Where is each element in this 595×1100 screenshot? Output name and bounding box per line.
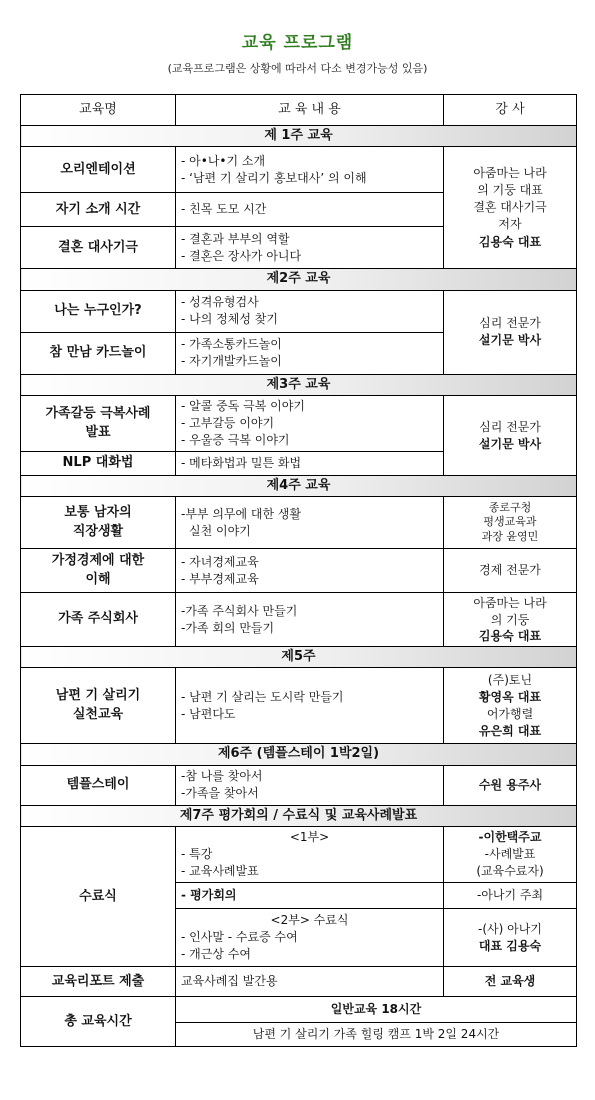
course-name: NLP 대화법 xyxy=(21,452,176,475)
content-line: - 알콜 중독 극복 이야기 xyxy=(181,399,305,414)
week-1-label: 제 1주 교육 xyxy=(21,126,577,147)
lecturer-line: (주)토닌 xyxy=(487,673,533,688)
lecturer-name: 설기문 박사 xyxy=(478,436,542,451)
content-line: - 고부갈등 이야기 xyxy=(181,416,275,431)
course-lecturer xyxy=(444,909,577,967)
course-content: - 평가회의 xyxy=(176,883,444,909)
course-content xyxy=(176,147,444,193)
content-line: -가족을 찾아서 xyxy=(181,786,259,801)
program-table xyxy=(20,94,577,1047)
content-line: -가족 주식회사 만들기 xyxy=(181,603,298,618)
name-line: 발표 xyxy=(85,424,111,440)
course-content xyxy=(176,593,444,647)
name-line: 이해 xyxy=(85,571,111,587)
content-line: - 아•나•기 소개 xyxy=(181,153,266,168)
course-content xyxy=(176,909,444,967)
course-lecturer: 전 교육생 xyxy=(444,967,577,997)
lecturer-line: 종로구청 xyxy=(488,500,532,514)
content-line: - 성격유형검사 xyxy=(181,295,259,310)
course-lecturer: 수원 용주사 xyxy=(444,765,577,805)
course-lecturer xyxy=(444,396,577,476)
lecturer-line: -사례발표 xyxy=(484,847,536,862)
course-lecturer xyxy=(444,593,577,647)
lecturer-name: 설기문 박사 xyxy=(478,333,542,348)
lecturer-line: 결혼 대사기극 xyxy=(473,200,547,215)
week-2-header xyxy=(21,269,577,290)
lecturer-name: 김용숙 대표 xyxy=(478,234,542,249)
course-name: 참 만남 카드놀이 xyxy=(21,332,176,374)
week-5-header xyxy=(21,646,577,667)
course-lecturer xyxy=(444,290,577,374)
table-row xyxy=(21,967,577,997)
lecturer-line: -(사) 아나기 xyxy=(478,921,542,936)
content-line: - 남편 기 살리는 도시락 만들기 xyxy=(181,689,344,704)
course-content xyxy=(176,396,444,452)
page-title: 교육 프로그램 xyxy=(241,33,354,53)
name-line: 실천교육 xyxy=(72,706,124,722)
lecturer-line: 아줌마는 나라 xyxy=(473,596,547,611)
name-line: 가정경제에 대한 xyxy=(51,553,145,569)
lecturer-name: 김용숙 대표 xyxy=(478,628,542,643)
content-line: - 결혼은 장사가 아니다 xyxy=(181,248,302,263)
content-line: - 가족소통카드놀이 xyxy=(181,337,282,352)
course-content xyxy=(176,332,444,374)
week-7-header xyxy=(21,805,577,826)
name-line: 가족갈등 극복사례 xyxy=(45,406,151,422)
course-lecturer xyxy=(444,147,577,269)
content-line: -부부 의무에 대한 생활 xyxy=(181,506,302,521)
content-line: 실천 이야기 xyxy=(189,523,251,538)
lecturer-name: 황영옥 대표 xyxy=(478,690,542,705)
table-row xyxy=(21,290,577,332)
week-7-label: 제7주 평가회의 / 수료식 및 교육사례발표 xyxy=(21,805,577,826)
week-1-header xyxy=(21,126,577,147)
lecturer-line: 심리 전문가 xyxy=(479,419,541,434)
lecturer-name: 유은희 대표 xyxy=(478,723,542,738)
content-line: - 개근상 수여 xyxy=(181,947,251,962)
table-row xyxy=(21,593,577,647)
header-lecturer: 강 사 xyxy=(444,95,577,126)
content-line: -참 나를 찾아서 xyxy=(181,769,263,784)
table-row xyxy=(21,765,577,805)
content-line: - 부부경제교육 xyxy=(181,571,259,586)
lecturer-line: 평생교육과 xyxy=(483,515,537,529)
content-line: - 자기개발카드놀이 xyxy=(181,354,282,369)
course-content xyxy=(176,668,444,744)
course-name: 교육리포트 제출 xyxy=(21,967,176,997)
lecturer-line: 어가행렬 xyxy=(486,706,534,721)
week-6-label: 제6주 (템플스테이 1박2일) xyxy=(21,744,577,765)
lecturer-line: 심리 전문가 xyxy=(479,316,541,331)
course-lecturer xyxy=(444,827,577,883)
course-content: 교육사례집 발간용 xyxy=(176,967,444,997)
course-lecturer: 경제 전문가 xyxy=(444,549,577,593)
total-hours-label: 총 교육시간 xyxy=(21,997,176,1047)
course-name xyxy=(21,396,176,452)
course-name: 가족 주식회사 xyxy=(21,593,176,647)
course-name: 템플스테이 xyxy=(21,765,176,805)
content-line: - 교육사례발표 xyxy=(181,864,259,879)
table-row xyxy=(21,147,577,193)
lecturer-name: -이한택주교 xyxy=(478,830,542,845)
content-line: - 특강 xyxy=(181,847,213,862)
course-name: 나는 누구인가? xyxy=(21,290,176,332)
lecturer-line: 아줌마는 나라 xyxy=(473,166,547,181)
name-line: 남편 기 살리기 xyxy=(55,688,141,704)
course-content xyxy=(176,290,444,332)
table-row xyxy=(21,497,577,549)
course-content xyxy=(176,497,444,549)
week-6-header xyxy=(21,744,577,765)
content-line: <2부> 수료식 xyxy=(270,913,349,928)
week-5-label: 제5주 xyxy=(21,646,577,667)
week-3-header xyxy=(21,374,577,395)
page-subtitle: (교육프로그램은 상황에 따라서 다소 변경가능성 있음) xyxy=(167,62,428,75)
week-2-label: 제2주 교육 xyxy=(21,269,577,290)
lecturer-line: 의 기둥 대표 xyxy=(477,183,543,198)
total-hours-general: 일반교육 18시간 xyxy=(176,997,577,1023)
course-name: 수료식 xyxy=(21,827,176,967)
course-content xyxy=(176,827,444,883)
course-content: - 친목 도모 시간 xyxy=(176,193,444,227)
course-content xyxy=(176,227,444,269)
content-line: - 인사말 - 수료증 수여 xyxy=(181,930,298,945)
content-line: - 결혼과 부부의 역할 xyxy=(181,231,290,246)
lecturer-line: (교육수료자) xyxy=(476,864,544,879)
table-row xyxy=(21,396,577,452)
content-line: <1부> xyxy=(289,830,330,845)
total-hours-camp: 남편 기 살리기 가족 힐링 캠프 1박 2일 24시간 xyxy=(176,1023,577,1047)
course-lecturer xyxy=(444,668,577,744)
table-row xyxy=(21,668,577,744)
course-lecturer: -아나기 주최 xyxy=(444,883,577,909)
course-name: 결혼 대사기극 xyxy=(21,227,176,269)
course-name: 자기 소개 시간 xyxy=(21,193,176,227)
header-content: 교 육 내 용 xyxy=(176,95,444,126)
course-name xyxy=(21,497,176,549)
content-line: - 남편다도 xyxy=(181,706,236,721)
content-line: - ‘남편 기 살리기 홍보대사’ 의 이해 xyxy=(181,170,367,185)
course-name xyxy=(21,549,176,593)
course-content xyxy=(176,549,444,593)
week-4-header xyxy=(21,475,577,496)
course-name: 오리엔테이션 xyxy=(21,147,176,193)
course-name xyxy=(21,668,176,744)
lecturer-line: 저자 xyxy=(498,217,522,232)
lecturer-name: 대표 김용숙 xyxy=(478,938,542,953)
course-lecturer xyxy=(444,497,577,549)
table-row xyxy=(21,997,577,1023)
week-4-label: 제4주 교육 xyxy=(21,475,577,496)
lecturer-line: 의 기둥 xyxy=(490,612,530,627)
course-content: - 메타화법과 밀튼 화법 xyxy=(176,452,444,475)
content-line: -가족 회의 만들기 xyxy=(181,620,275,635)
lecturer-line: 과장 윤영민 xyxy=(481,530,539,544)
content-line: - 우울증 극복 이야기 xyxy=(181,433,290,448)
content-line: - 나의 정체성 찾기 xyxy=(181,312,278,327)
name-line: 직장생활 xyxy=(72,523,124,539)
header-name: 교육명 xyxy=(21,95,176,126)
table-row xyxy=(21,827,577,883)
week-3-label: 제3주 교육 xyxy=(21,374,577,395)
name-line: 보통 남자의 xyxy=(64,505,132,521)
table-header-row xyxy=(21,95,577,126)
course-content xyxy=(176,765,444,805)
content-line: - 자녀경제교육 xyxy=(181,554,259,569)
table-row xyxy=(21,549,577,593)
